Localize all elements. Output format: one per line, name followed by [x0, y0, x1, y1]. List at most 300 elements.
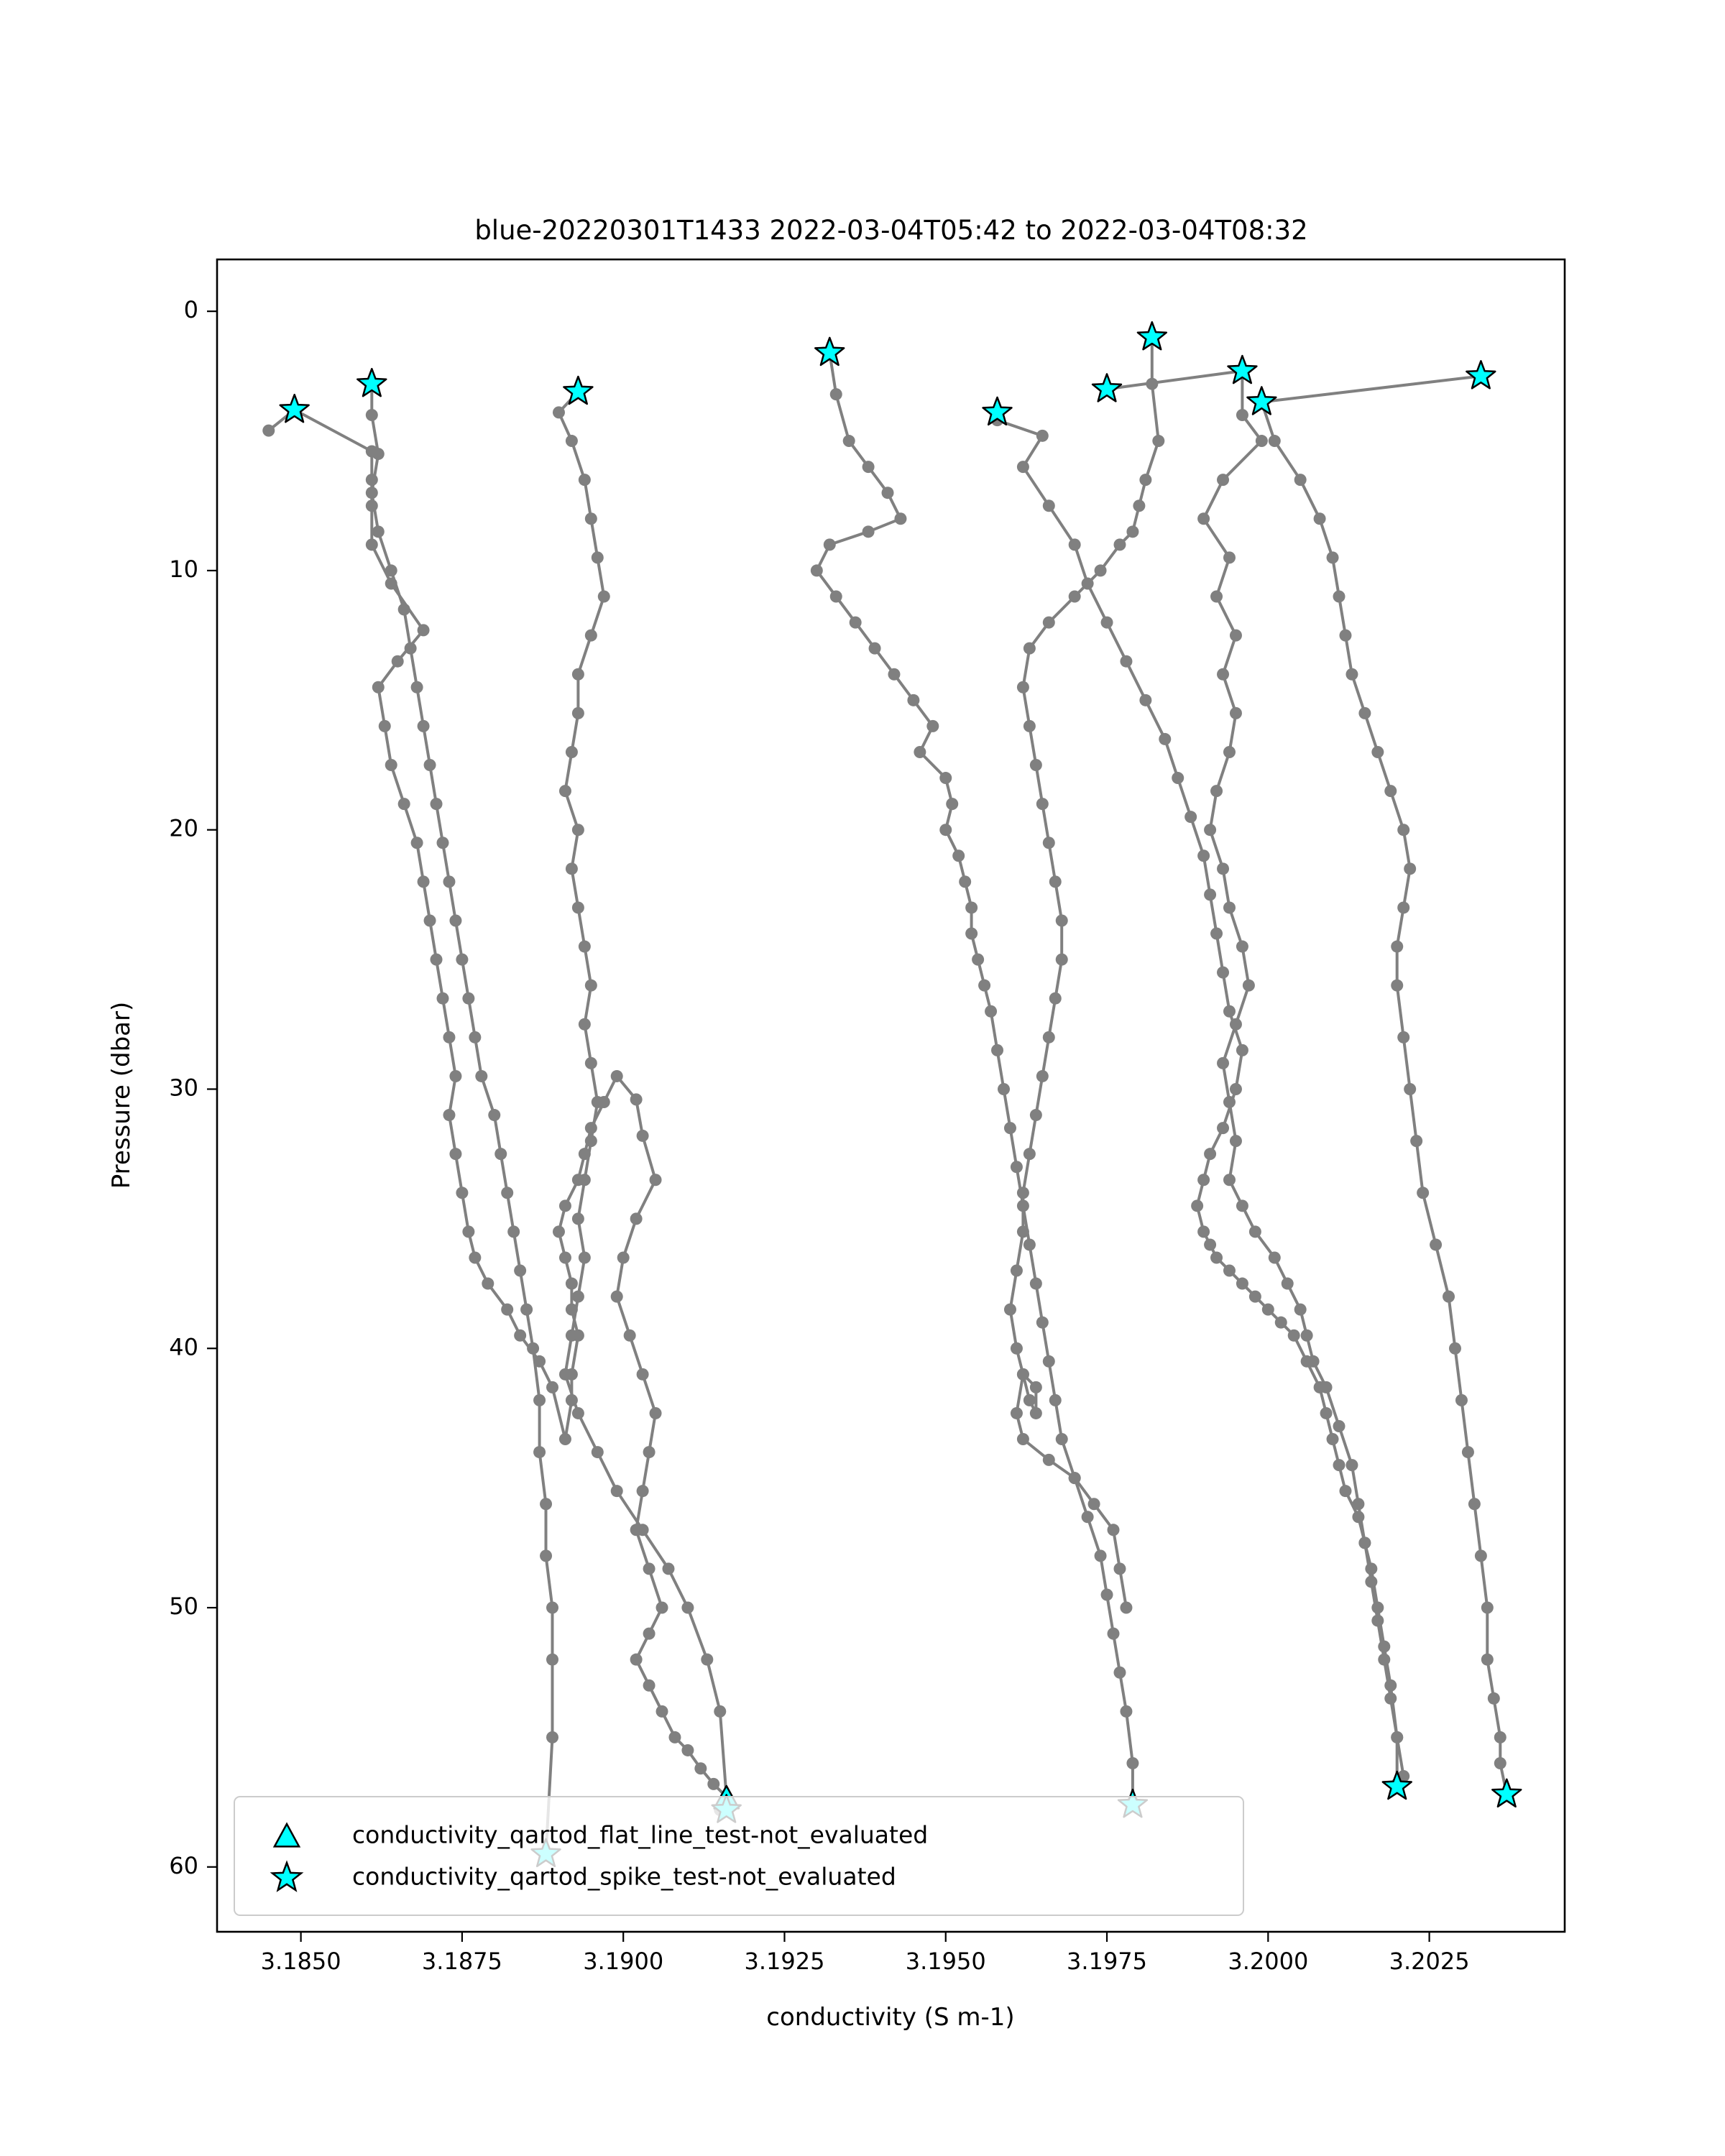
data-point — [572, 1291, 584, 1303]
data-point — [566, 862, 578, 875]
y-tick-label: 0 — [183, 296, 198, 324]
data-point — [418, 875, 430, 888]
data-point — [456, 954, 468, 966]
data-point — [656, 1705, 668, 1718]
y-tick-label: 30 — [169, 1074, 198, 1102]
data-point — [1120, 1602, 1132, 1614]
data-point — [1488, 1692, 1500, 1705]
data-point — [469, 1251, 481, 1263]
data-point — [1217, 862, 1229, 875]
data-point — [546, 1654, 558, 1666]
data-point — [824, 538, 836, 550]
data-point — [1113, 1667, 1126, 1679]
data-point — [1011, 1265, 1023, 1277]
data-point — [1365, 1575, 1377, 1588]
data-point — [1320, 1381, 1333, 1393]
data-point — [559, 1199, 571, 1212]
data-point — [1113, 538, 1126, 550]
data-point — [1043, 617, 1055, 629]
data-point — [972, 954, 984, 966]
data-point — [475, 1070, 487, 1082]
data-point — [424, 914, 436, 926]
data-point — [372, 525, 385, 538]
data-point — [1236, 941, 1248, 953]
y-tick-label: 50 — [169, 1593, 198, 1621]
data-point — [843, 435, 855, 447]
data-point — [592, 1446, 604, 1458]
data-point — [1120, 655, 1132, 668]
data-point — [1004, 1304, 1016, 1316]
data-point — [1101, 1588, 1113, 1600]
data-point — [572, 1407, 584, 1419]
x-tick-label: 3.1850 — [260, 1948, 341, 1975]
data-point — [398, 798, 410, 810]
data-point — [1320, 1407, 1333, 1419]
data-point — [1327, 551, 1339, 563]
data-point — [830, 388, 842, 400]
data-point — [1230, 1083, 1242, 1095]
data-point — [1159, 733, 1171, 745]
data-point — [1069, 591, 1081, 603]
data-point — [579, 474, 591, 486]
data-point — [1307, 1355, 1320, 1368]
data-point — [553, 406, 565, 418]
data-point — [1133, 499, 1145, 512]
data-point — [611, 1485, 623, 1497]
data-point — [1030, 1381, 1042, 1393]
data-point — [888, 668, 900, 681]
data-point — [1384, 785, 1397, 797]
data-point — [1030, 1109, 1042, 1121]
data-point — [1043, 499, 1055, 512]
data-point — [1011, 1342, 1023, 1355]
data-point — [566, 1368, 578, 1381]
data-point — [1269, 1251, 1281, 1263]
data-point — [436, 837, 448, 849]
data-point — [1430, 1238, 1442, 1250]
y-axis-label: Pressure (dbar) — [107, 1001, 136, 1189]
data-point — [1049, 1394, 1062, 1406]
data-point — [624, 1330, 636, 1342]
data-point — [643, 1446, 656, 1458]
data-point — [637, 1485, 649, 1497]
data-point — [1262, 1304, 1274, 1316]
data-point — [630, 1654, 643, 1666]
data-point — [1024, 1148, 1036, 1160]
data-point — [553, 1225, 565, 1238]
data-point — [1204, 1148, 1216, 1160]
data-point — [572, 668, 584, 681]
x-tick-label: 3.2000 — [1228, 1948, 1309, 1975]
data-point — [443, 875, 455, 888]
data-point — [907, 694, 919, 706]
data-point — [1339, 630, 1351, 642]
data-point — [540, 1549, 552, 1562]
data-point — [1139, 694, 1151, 706]
data-point — [1191, 1199, 1203, 1212]
data-point — [514, 1265, 526, 1277]
data-point — [566, 1394, 578, 1406]
data-point — [811, 564, 823, 576]
data-point — [1069, 1472, 1081, 1484]
data-point — [572, 824, 584, 836]
data-point — [939, 824, 952, 836]
data-point — [850, 617, 862, 629]
data-point — [1236, 1199, 1248, 1212]
data-point — [533, 1394, 546, 1406]
data-point — [366, 474, 378, 486]
data-point — [1126, 1757, 1138, 1769]
data-point — [707, 1778, 719, 1790]
x-axis-label: conductivity (S m-1) — [766, 2003, 1015, 2032]
data-point — [978, 980, 990, 992]
data-point — [462, 1225, 474, 1238]
data-point — [585, 512, 597, 525]
data-point — [1230, 1135, 1242, 1147]
data-point — [1011, 1407, 1023, 1419]
data-point — [598, 591, 610, 603]
data-point — [630, 1093, 643, 1105]
data-point — [1230, 630, 1242, 642]
data-point — [1249, 1291, 1261, 1303]
data-point — [991, 1044, 1003, 1056]
x-tick-label: 3.1925 — [744, 1948, 825, 1975]
data-point — [1391, 941, 1403, 953]
data-point — [1294, 474, 1307, 486]
data-point — [637, 1130, 649, 1142]
legend-box — [234, 1797, 1243, 1915]
x-tick-label: 3.2025 — [1389, 1948, 1470, 1975]
data-point — [449, 1070, 461, 1082]
data-point — [611, 1291, 623, 1303]
data-point — [1113, 1562, 1126, 1575]
data-point — [449, 1148, 461, 1160]
data-point — [1455, 1394, 1468, 1406]
data-point — [1468, 1498, 1481, 1510]
data-point — [1197, 512, 1210, 525]
data-point — [566, 746, 578, 758]
data-point — [1197, 1225, 1210, 1238]
data-point — [579, 1148, 591, 1160]
data-point — [1333, 591, 1346, 603]
data-point — [262, 425, 275, 437]
data-point — [1243, 980, 1255, 992]
data-point — [1036, 1317, 1049, 1329]
data-point — [436, 992, 448, 1005]
data-point — [1204, 1238, 1216, 1250]
data-point — [507, 1225, 520, 1238]
data-point — [952, 849, 965, 862]
data-point — [1217, 1057, 1229, 1069]
data-point — [443, 1031, 455, 1044]
data-point — [681, 1602, 694, 1614]
data-point — [1024, 720, 1036, 732]
data-point — [1301, 1330, 1313, 1342]
chart-title: blue-20220301T1433 2022-03-04T05:42 to 2022-03-04T08:32 — [474, 215, 1308, 246]
data-point — [1404, 1083, 1416, 1095]
data-point — [1223, 1174, 1236, 1186]
data-point — [1049, 875, 1062, 888]
data-point — [566, 435, 578, 447]
data-point — [1056, 1433, 1068, 1445]
data-point — [1152, 435, 1164, 447]
data-point — [1204, 824, 1216, 836]
data-point — [1230, 1018, 1242, 1031]
data-point — [572, 901, 584, 913]
data-point — [514, 1330, 526, 1342]
data-point — [643, 1562, 656, 1575]
data-point — [946, 798, 958, 810]
data-point — [914, 746, 926, 758]
data-point — [1462, 1446, 1474, 1458]
data-point — [379, 720, 391, 732]
data-point — [482, 1278, 494, 1290]
data-point — [1095, 564, 1107, 576]
data-point — [1397, 824, 1409, 836]
data-point — [1294, 1304, 1307, 1316]
data-point — [1095, 1549, 1107, 1562]
x-tick-label: 3.1950 — [905, 1948, 986, 1975]
data-point — [662, 1562, 674, 1575]
data-point — [1223, 1005, 1236, 1018]
data-point — [418, 720, 430, 732]
data-point — [572, 707, 584, 719]
data-point — [1036, 1070, 1049, 1082]
data-point — [1024, 1238, 1036, 1250]
data-point — [998, 1083, 1010, 1095]
data-point — [1410, 1135, 1422, 1147]
x-tick-label: 3.1900 — [583, 1948, 664, 1975]
data-point — [546, 1602, 558, 1614]
data-point — [585, 1057, 597, 1069]
data-point — [501, 1187, 513, 1199]
data-point — [1108, 1524, 1120, 1536]
legend — [234, 1797, 1243, 1915]
data-point — [1288, 1330, 1300, 1342]
data-point — [611, 1070, 623, 1082]
data-point — [1217, 1122, 1229, 1134]
data-point — [965, 928, 978, 940]
data-point — [392, 655, 404, 668]
data-point — [1017, 1368, 1029, 1381]
data-point — [385, 577, 397, 589]
data-point — [617, 1251, 630, 1263]
data-point — [959, 875, 971, 888]
data-point — [1172, 772, 1184, 784]
data-point — [1049, 992, 1062, 1005]
data-point — [411, 837, 423, 849]
data-point — [1030, 1278, 1042, 1290]
data-point — [1358, 1537, 1371, 1549]
data-point — [1494, 1731, 1506, 1743]
y-tick-label: 10 — [169, 555, 198, 583]
data-point — [694, 1762, 707, 1774]
data-point — [985, 1005, 997, 1018]
data-point — [869, 642, 881, 655]
data-point — [366, 445, 378, 457]
data-point — [579, 1018, 591, 1031]
data-point — [1282, 1278, 1294, 1290]
data-point — [1494, 1757, 1506, 1769]
data-point — [533, 1355, 546, 1368]
data-point — [668, 1731, 681, 1743]
data-point — [1269, 435, 1281, 447]
data-point — [656, 1602, 668, 1614]
data-point — [366, 538, 378, 550]
data-point — [643, 1628, 656, 1640]
data-point — [1275, 1317, 1287, 1329]
data-point — [1371, 746, 1384, 758]
data-point — [894, 512, 906, 525]
data-point — [1197, 1174, 1210, 1186]
data-point — [1333, 1420, 1346, 1432]
x-tick-label: 3.1875 — [421, 1948, 502, 1975]
data-point — [1314, 512, 1326, 525]
data-point — [520, 1304, 533, 1316]
data-point — [1036, 798, 1049, 810]
data-point — [630, 1212, 643, 1225]
data-point — [701, 1654, 713, 1666]
data-point — [418, 624, 430, 636]
data-point — [1210, 785, 1223, 797]
data-point — [1417, 1187, 1429, 1199]
data-point — [1017, 1225, 1029, 1238]
data-point — [488, 1109, 500, 1121]
data-point — [1210, 928, 1223, 940]
data-point — [1017, 681, 1029, 694]
data-point — [1217, 668, 1229, 681]
data-point — [1184, 811, 1197, 823]
data-point — [559, 1433, 571, 1445]
data-point — [579, 941, 591, 953]
data-point — [1391, 1731, 1403, 1743]
y-tick-label: 40 — [169, 1333, 198, 1361]
data-point — [1024, 1394, 1036, 1406]
data-point — [1352, 1498, 1364, 1510]
data-point — [598, 1096, 610, 1108]
data-point — [1030, 759, 1042, 771]
data-point — [385, 759, 397, 771]
data-point — [1236, 1044, 1248, 1056]
data-point — [1217, 967, 1229, 979]
data-point — [1346, 1459, 1358, 1471]
data-point — [456, 1187, 468, 1199]
data-point — [572, 1212, 584, 1225]
data-point — [1043, 1454, 1055, 1466]
data-point — [1339, 1485, 1351, 1497]
data-point — [1371, 1615, 1384, 1627]
data-point — [366, 409, 378, 421]
data-point — [1249, 1225, 1261, 1238]
data-point — [585, 1122, 597, 1134]
data-point — [572, 1174, 584, 1186]
data-point — [1210, 1251, 1223, 1263]
data-point — [1230, 707, 1242, 719]
data-point — [1204, 888, 1216, 900]
y-tick-label: 20 — [169, 814, 198, 842]
data-point — [882, 487, 894, 499]
data-point — [1223, 1096, 1236, 1108]
data-point — [1030, 1407, 1042, 1419]
data-point — [1082, 577, 1094, 589]
data-point — [630, 1524, 643, 1536]
data-point — [1126, 525, 1138, 538]
data-point — [681, 1744, 694, 1756]
data-point — [1210, 591, 1223, 603]
data-point — [862, 461, 875, 473]
data-point — [862, 525, 875, 538]
data-point — [1069, 538, 1081, 550]
data-point — [1397, 901, 1409, 913]
data-point — [1017, 1187, 1029, 1199]
data-point — [1481, 1654, 1494, 1666]
data-point — [1043, 1031, 1055, 1044]
legend-label-spike: conductivity_qartod_spike_test-not_evaluated — [352, 1862, 896, 1891]
data-point — [1236, 409, 1248, 421]
data-point — [1378, 1654, 1390, 1666]
data-point — [1223, 1265, 1236, 1277]
data-point — [546, 1731, 558, 1743]
data-point — [830, 591, 842, 603]
data-point — [559, 785, 571, 797]
data-point — [1108, 1628, 1120, 1640]
data-point — [1449, 1342, 1461, 1355]
data-point — [469, 1031, 481, 1044]
data-point — [372, 681, 385, 694]
data-point — [1011, 1161, 1023, 1173]
data-point — [1391, 980, 1403, 992]
data-point — [494, 1148, 507, 1160]
data-point — [1036, 430, 1049, 442]
data-point — [1082, 1511, 1094, 1523]
data-point — [1236, 1278, 1248, 1290]
y-tick-label: 60 — [169, 1851, 198, 1879]
data-point — [546, 1381, 558, 1393]
data-point — [411, 681, 423, 694]
data-point — [1223, 746, 1236, 758]
data-point — [592, 551, 604, 563]
data-point — [1120, 1705, 1132, 1718]
data-point — [650, 1407, 662, 1419]
data-point — [1017, 461, 1029, 473]
x-tick-label: 3.1975 — [1067, 1948, 1148, 1975]
data-point — [1358, 707, 1371, 719]
data-point — [366, 499, 378, 512]
data-point — [643, 1680, 656, 1692]
data-point — [533, 1446, 546, 1458]
data-point — [572, 1330, 584, 1342]
data-point — [1217, 474, 1229, 486]
data-point — [1043, 1355, 1055, 1368]
data-point — [566, 1278, 578, 1290]
data-point — [431, 798, 443, 810]
data-point — [1139, 474, 1151, 486]
data-point — [566, 1304, 578, 1316]
data-point — [1197, 849, 1210, 862]
data-point — [714, 1705, 726, 1718]
data-point — [431, 954, 443, 966]
data-point — [965, 901, 978, 913]
data-point — [559, 1251, 571, 1263]
data-point — [1404, 862, 1416, 875]
data-point — [1024, 642, 1036, 655]
data-point — [926, 720, 939, 732]
data-point — [1088, 1498, 1100, 1510]
data-point — [1346, 668, 1358, 681]
data-point — [424, 759, 436, 771]
data-point — [939, 772, 952, 784]
data-point — [540, 1498, 552, 1510]
